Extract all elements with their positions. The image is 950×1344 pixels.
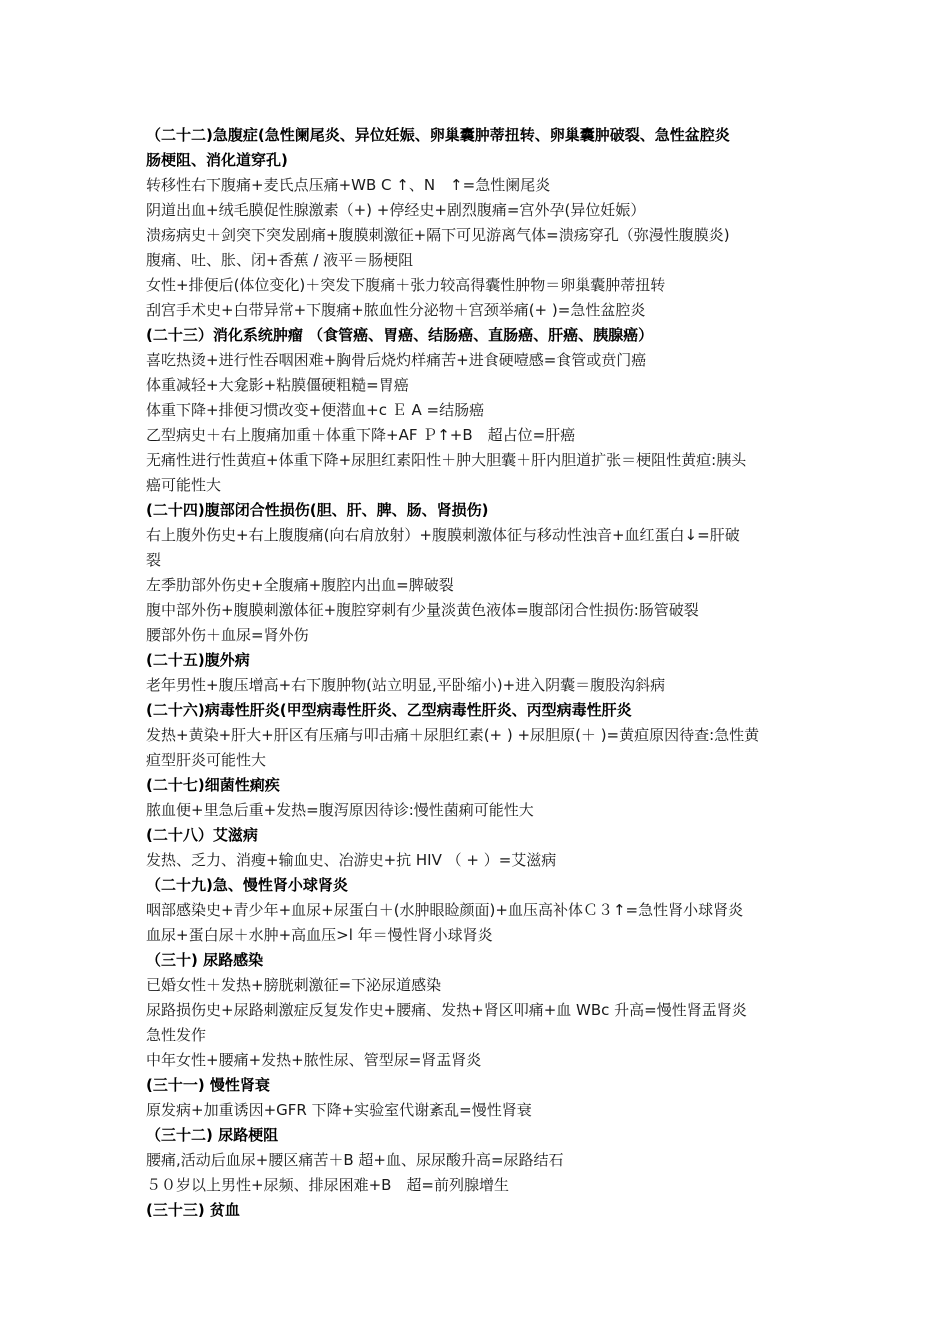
text-line: 疸型肝炎可能性大 <box>146 751 267 769</box>
text-line: 原发病+加重诱因+GFR 下降+实验室代谢紊乱=慢性肾衰 <box>146 1101 532 1119</box>
text-line: 无痛性进行性黄疸+体重下降+尿胆红素阳性＋肿大胆囊＋肝内胆道扩张＝梗阻性黄疸:胰头 <box>146 451 747 469</box>
text-line: 腰痛,活动后血尿+腰区痛苦＋B 超+血、尿尿酸升高=尿路结石 <box>146 1151 564 1169</box>
section-heading: (二十四)腹部闭合性损伤(胆、肝、脾、肠、肾损伤) <box>146 501 489 519</box>
text-line: 发热、乏力、消瘦+输血史、冶游史+抗 HIV （ + ）=艾滋病 <box>146 851 557 869</box>
text-line: 血尿+蛋白尿＋水肿+高血压>l 年＝慢性肾小球肾炎 <box>146 926 493 944</box>
section-heading: (二十六)病毒性肝炎(甲型病毒性肝炎、乙型病毒性肝炎、丙型病毒性肝炎 <box>146 701 632 719</box>
section-heading: （二十二)急腹症(急性阑尾炎、异位妊娠、卵巢囊肿蒂扭转、卵巢囊肿破裂、急性盆腔炎 <box>146 126 730 144</box>
text-line: 发热+黄染+肝大+肝区有压痛与叩击痛＋尿胆红素(+ ) +尿胆原(＋ )=黄疸原因待查:急性黄 <box>146 726 760 744</box>
text-line: 溃疡病史＋剑突下突发剧痛+腹膜刺激征+隔下可见游离气体=溃疡穿孔（弥漫性腹膜炎) <box>146 226 730 244</box>
text-line: 刮宫手术史+白带异常+下腹痛+脓血性分泌物＋宫颈举痛(+ )=急性盆腔炎 <box>146 301 646 319</box>
section-heading: (二十三）消化系统肿瘤 （食管癌、胃癌、结肠癌、直肠癌、肝癌、胰腺癌） <box>146 326 654 344</box>
text-line: 急性发作 <box>146 1026 207 1044</box>
text-line: 中年女性+腰痛+发热+脓性尿、管型尿=肾盂肾炎 <box>146 1051 482 1069</box>
text-line: 女性+排便后(体位变化)＋突发下腹痛＋张力较高得囊性肿物＝卵巢囊肿蒂扭转 <box>146 276 666 294</box>
text-line: 尿路损伤史+尿路刺激症反复发作史+腰痛、发热+肾区叩痛+血 WBc 升高=慢性肾盂肾炎 <box>146 1001 747 1019</box>
text-line: 体重减轻+大龛影+粘膜僵硬粗糙=胃癌 <box>146 376 409 394</box>
text-line: 乙型病史＋右上腹痛加重＋体重下降+AF Ｐ↑+B 超占位=肝癌 <box>146 426 576 444</box>
text-line: 腰部外伤＋血尿=肾外伤 <box>146 626 309 644</box>
text-line: 脓血便+里急后重+发热=腹泻原因待诊:慢性菌痢可能性大 <box>146 801 534 819</box>
section-heading: （三十二) 尿路梗阻 <box>146 1126 279 1144</box>
text-line: 老年男性+腹压增高+右下腹肿物(站立明显,平卧缩小)+进入阴囊＝腹股沟斜病 <box>146 676 666 694</box>
text-line: ５０岁以上男性+尿频、排尿困难+B 超=前列腺增生 <box>146 1176 509 1194</box>
text-line: 癌可能性大 <box>146 476 222 494</box>
text-line: 咽部感染史+青少年+血尿+尿蛋白＋(水肿眼睑颜面)+血压高补体Ｃ３↑=急性肾小球肾炎 <box>146 901 744 919</box>
document-body <box>146 123 806 1223</box>
section-heading: (三十一) 慢性肾衰 <box>146 1076 270 1094</box>
section-heading: 肠梗阻、消化道穿孔) <box>146 151 288 169</box>
section-heading: (三十三) 贫血 <box>146 1201 240 1219</box>
text-line: 阴道出血+绒毛膜促性腺激素（+) +停经史+剧烈腹痛=宫外孕(异位妊娠） <box>146 201 646 219</box>
section-heading: (二十八）艾滋病 <box>146 826 258 844</box>
text-line: 右上腹外伤史+右上腹腹痛(向右肩放射）+腹膜刺激体征与移动性浊音+血红蛋白↓=肝破 <box>146 526 740 544</box>
text-line: 腹痛、吐、胀、闭+香蕉 / 液平＝肠梗阻 <box>146 251 414 269</box>
text-line: 裂 <box>146 551 162 569</box>
section-heading: (二十五)腹外病 <box>146 651 250 669</box>
text-line: 左季肋部外伤史+全腹痛+腹腔内出血=脾破裂 <box>146 576 454 594</box>
text-line: 已婚女性＋发热+膀胱刺激征=下泌尿道感染 <box>146 976 442 994</box>
section-heading: (二十七)细菌性痢疾 <box>146 776 280 794</box>
section-heading: （二十九)急、慢性肾小球肾炎 <box>146 876 348 894</box>
text-line: 转移性右下腹痛+麦氏点压痛+WB C ↑、N ↑=急性阑尾炎 <box>146 176 551 194</box>
text-line: 腹中部外伤+腹膜刺激体征+腹腔穿刺有少量淡黄色液体=腹部闭合性损伤:肠管破裂 <box>146 601 699 619</box>
section-heading: （三十) 尿路感染 <box>146 951 264 969</box>
text-line: 体重下降+排便习惯改变+便潜血+c Ｅ A =结肠癌 <box>146 401 485 419</box>
text-line: 喜吃热烫+进行性吞咽困难+胸骨后烧灼样痛苦+进食硬噎感=食管或贲门癌 <box>146 351 647 369</box>
